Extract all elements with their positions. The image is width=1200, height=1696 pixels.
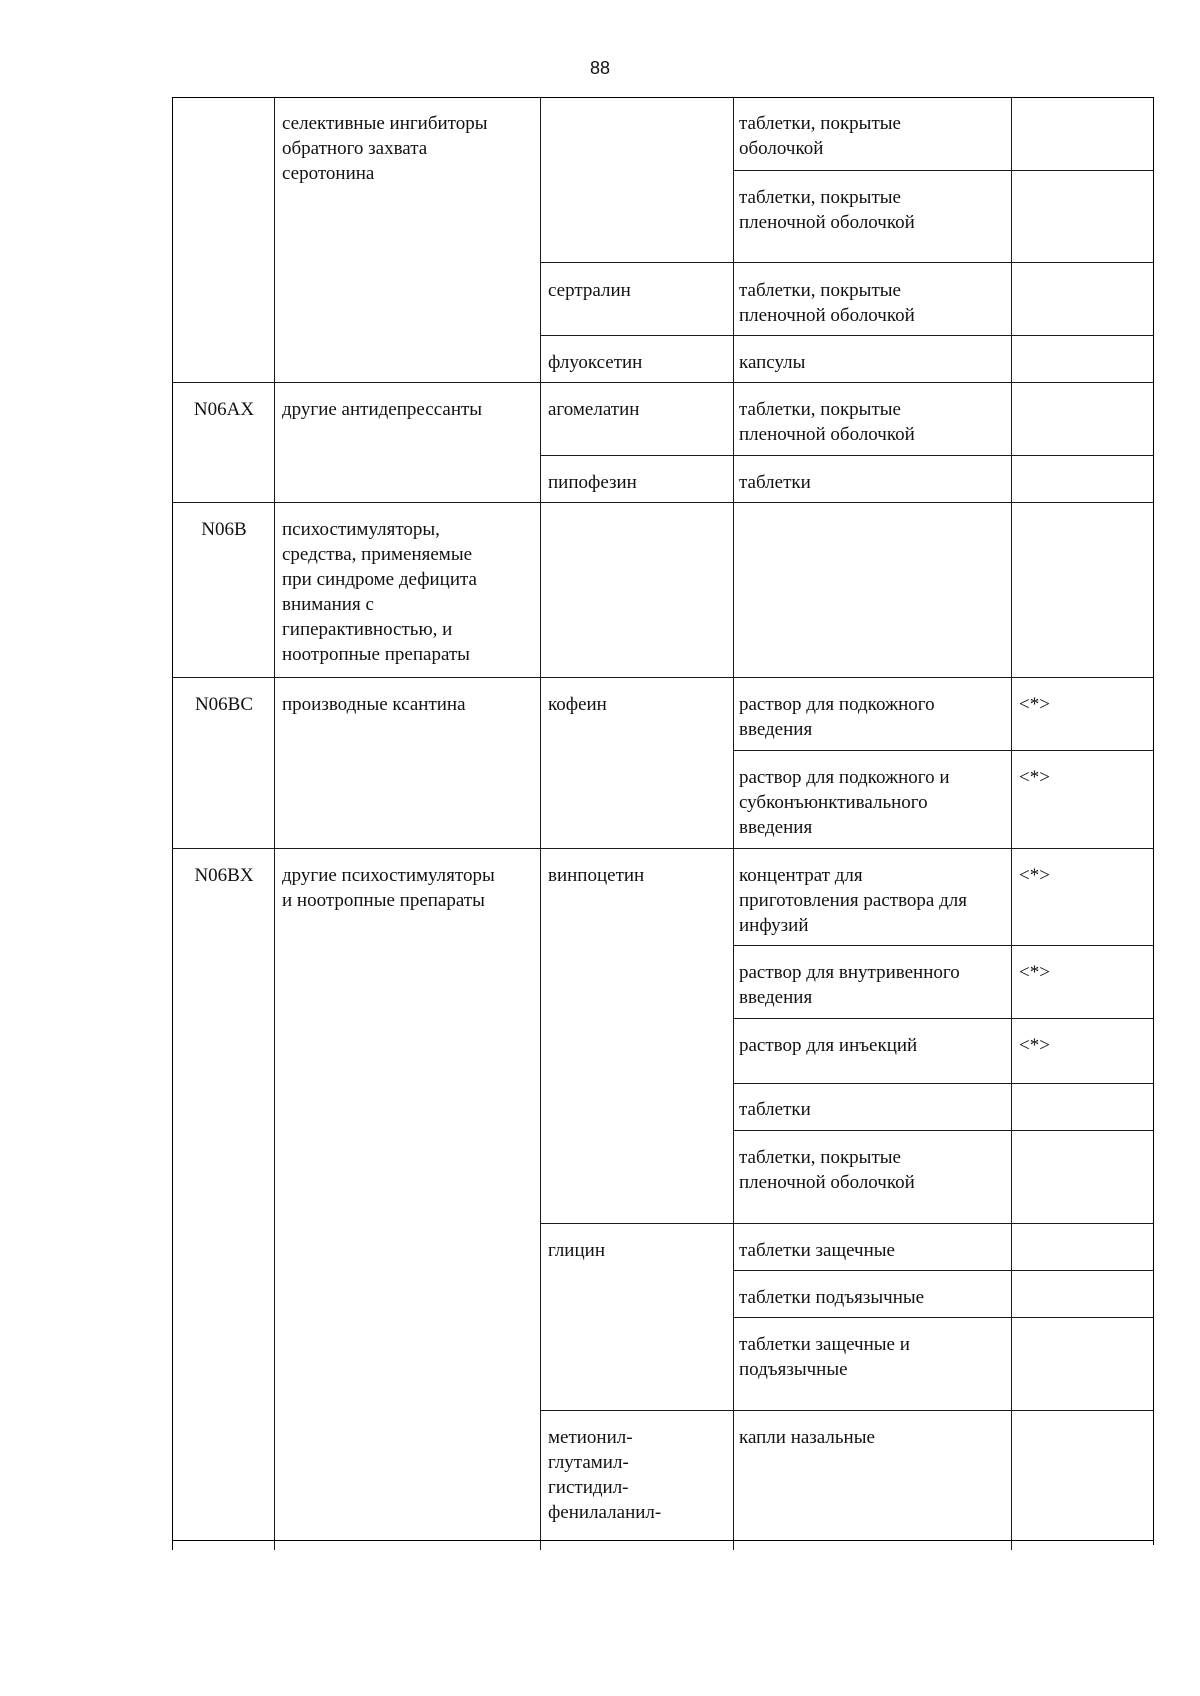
group-cell: производные ксантина (282, 694, 466, 715)
row-divider (540, 335, 1154, 336)
form-cell: таблетки, покрытые пленочной оболочкой (739, 1147, 915, 1193)
group-cell: психостимуляторы, средства, применяемые при синдроме дефицита внимания с гиперактивностью, и ноотропные препараты (282, 519, 477, 665)
row-divider (733, 1130, 1154, 1131)
form-cell: таблетки (739, 472, 811, 493)
note-cell: <*> (1019, 1035, 1050, 1056)
form-cell: таблетки защечные (739, 1240, 895, 1261)
row-divider (733, 1018, 1154, 1019)
form-cell: таблетки защечные и подъязычные (739, 1334, 910, 1380)
drug-cell: винпоцетин (548, 865, 645, 886)
page-number: 88 (589, 58, 611, 78)
drug-cell: глицин (548, 1240, 605, 1261)
row-divider (172, 502, 1154, 503)
form-cell: капсулы (739, 352, 806, 373)
table-border-left (172, 97, 173, 1550)
column-divider-code (274, 97, 275, 1550)
form-cell: раствор для внутривенного введения (739, 962, 960, 1008)
column-divider-form (1011, 97, 1012, 1550)
note-cell: <*> (1019, 865, 1050, 886)
drug-cell: пипофезин (548, 472, 637, 493)
form-cell: таблетки, покрытые пленочной оболочкой (739, 399, 915, 445)
column-divider-drug (733, 97, 734, 1550)
form-cell: таблетки, покрытые пленочной оболочкой (739, 280, 915, 326)
code-cell: N06AX (193, 399, 255, 420)
note-cell: <*> (1019, 962, 1050, 983)
row-divider (172, 677, 1154, 678)
table-border-right (1153, 97, 1154, 1545)
drug-cell: кофеин (548, 694, 607, 715)
note-cell: <*> (1019, 694, 1050, 715)
form-cell: таблетки, покрытые оболочкой (739, 113, 901, 159)
drug-cell: агомелатин (548, 399, 640, 420)
drug-cell: сертралин (548, 280, 631, 301)
drug-cell: метионил- глутамил- гистидил- фенилаланил- (548, 1427, 662, 1523)
row-divider (733, 1083, 1154, 1084)
row-divider (540, 1223, 1154, 1224)
drug-cell: флуоксетин (548, 352, 643, 373)
row-divider (733, 1270, 1154, 1271)
row-divider (733, 750, 1154, 751)
form-cell: таблетки (739, 1099, 811, 1120)
table-border-bottom (172, 1540, 1154, 1541)
table-border-top (172, 97, 1154, 98)
column-divider-group (540, 97, 541, 1550)
row-divider (540, 1410, 1154, 1411)
code-cell: N06BC (194, 694, 254, 715)
row-divider (733, 945, 1154, 946)
form-cell: раствор для инъекций (739, 1035, 918, 1056)
note-cell: <*> (1019, 767, 1050, 788)
form-cell: капли назальные (739, 1427, 875, 1448)
form-cell: раствор для подкожного и субконъюнктивального введения (739, 767, 950, 838)
group-cell: другие антидепрессанты (282, 399, 483, 420)
code-cell: N06BX (194, 865, 254, 886)
form-cell: раствор для подкожного введения (739, 694, 935, 740)
form-cell: таблетки, покрытые пленочной оболочкой (739, 187, 915, 233)
group-cell: селективные ингибиторы обратного захвата серотонина (282, 113, 488, 184)
row-divider (172, 848, 1154, 849)
form-cell: таблетки подъязычные (739, 1287, 925, 1308)
row-divider (540, 262, 1154, 263)
form-cell: концентрат для приготовления раствора для инфузий (739, 865, 967, 936)
row-divider (733, 1317, 1154, 1318)
row-divider (540, 455, 1154, 456)
code-cell: N06B (201, 519, 247, 540)
row-divider (172, 382, 1154, 383)
group-cell: другие психостимуляторы и ноотропные препараты (282, 865, 495, 911)
row-divider (733, 170, 1154, 171)
